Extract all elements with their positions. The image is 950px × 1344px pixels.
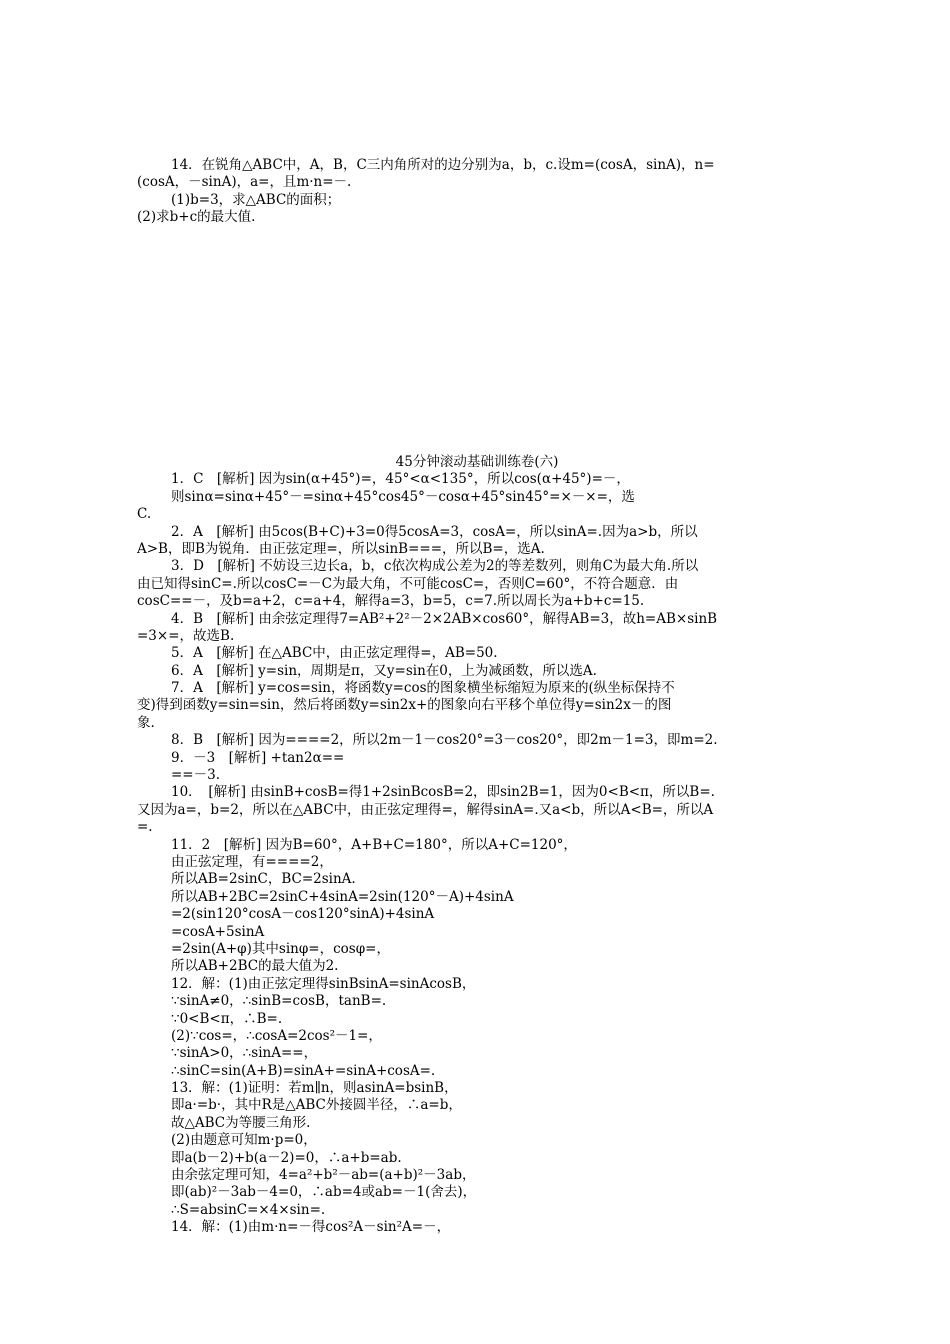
answer-line: ∵0<B<π，∴B=. bbox=[171, 1010, 283, 1027]
problem-line: (1)b=3，求△ABC的面积； bbox=[171, 191, 341, 208]
problem-line: (cosA，－sinA)，a=，且m·n=－. bbox=[137, 174, 352, 191]
answer-line: 11．2 [解析] 因为B=60°，A+B+C=180°，所以A+C=120°， bbox=[171, 836, 577, 853]
answer-line: 所以AB+2BC的最大值为2. bbox=[171, 958, 339, 975]
answer-line: 所以AB=2sinC，BC=2sinA. bbox=[171, 871, 356, 888]
answer-line: (2)由题意可知m·p=0， bbox=[171, 1132, 317, 1149]
answer-line: 4．B [解析] 由余弦定理得7=AB²+2²－2×2AB×cos60°，解得AB=3，故h=AB×sinB bbox=[171, 610, 718, 627]
problem-line: (2)求b+c的最大值. bbox=[137, 209, 256, 226]
answer-line: 13．解：(1)证明：若m∥n，则asinA=bsinB， bbox=[171, 1080, 458, 1097]
answer-line: 即a·=b·，其中R是△ABC外接圆半径，∴a=b， bbox=[171, 1097, 462, 1114]
answer-line: 3．D [解析] 不妨设三边长a，b，c依次构成公差为2的等差数列，则角C为最大角.所以 bbox=[171, 558, 699, 575]
answer-line: A>B，即B为锐角．由正弦定理=，所以sinB===，所以B=，选A. bbox=[137, 540, 545, 557]
answer-line: 1．C [解析] 因为sin(α+45°)=，45°<α<135°，所以cos(α+45°)=－， bbox=[171, 471, 630, 488]
answer-line: (2)∵cos=，∴cosA=2cos²－1=， bbox=[171, 1027, 382, 1044]
answer-line: 又因为a=，b=2，所以在△ABC中，由正弦定理得=，解得sinA=.又a<b，所以A<B=，所以A bbox=[137, 801, 714, 818]
answer-line: =2sin(A+φ)其中sinφ=，cosφ=， bbox=[171, 940, 390, 957]
answer-line: 10． [解析] 由sinB+cosB=得1+2sinBcosB=2，即sin2B=1，因为0<B<π，所以B=. bbox=[171, 784, 715, 801]
answer-line: 即a(b－2)+b(a－2)=0，∴a+b=ab. bbox=[171, 1149, 402, 1166]
problem-line: 14．在锐角△ABC中，A，B，C三内角所对的边分别为a，b，c.设m=(cosA，sinA)，n= bbox=[171, 157, 715, 173]
answer-line: ∴sinC=sin(A+B)=sinA+=sinA+cosA=. bbox=[171, 1062, 436, 1079]
answer-line: 即(ab)²－3ab－4=0，∴ab=4或ab=－1(舍去)， bbox=[171, 1184, 477, 1201]
section-title: 45分钟滚动基础训练卷(六) bbox=[395, 454, 559, 470]
answer-line: 7．A [解析] y=cos=sin，将函数y=cos的图象横坐标缩短为原来的(纵坐标保持不 bbox=[171, 680, 675, 697]
answer-line: C. bbox=[137, 506, 152, 523]
answer-line: 14．解：(1)由m·n=－得cos²A－sin²A=－， bbox=[171, 1219, 451, 1236]
answer-line: 变)得到函数y=sin=sin，然后将函数y=sin2x+的图象向右平移个单位得y=sin2x－的图 bbox=[137, 697, 672, 714]
answer-line: 12．解：(1)由正弦定理得sinBsinA=sinAcosB， bbox=[171, 975, 476, 992]
answer-line: 2．A [解析] 由5cos(B+C)+3=0得5cosA=3，cosA=，所以sinA=.因为a>b，所以 bbox=[171, 523, 698, 540]
answer-line: 9．－3 [解析] +tan2α== bbox=[171, 749, 345, 766]
answer-section bbox=[137, 454, 817, 1237]
answer-line: =cosA+5sinA bbox=[171, 923, 265, 940]
answer-line: 则sinα=sinα+45°－=sinα+45°cos45°－cosα+45°sin45°=×－×=，选 bbox=[171, 488, 635, 505]
answer-line: 故△ABC为等腰三角形. bbox=[171, 1114, 311, 1131]
answer-line: =2(sin120°cosA－cos120°sinA)+4sinA bbox=[171, 906, 435, 923]
answer-line: 象. bbox=[137, 714, 155, 731]
answer-line: 由余弦定理可知，4=a²+b²－ab=(a+b)²－3ab， bbox=[171, 1167, 476, 1184]
problem-14 bbox=[137, 157, 817, 227]
answer-line: ∴S=absinC=×4×sin=. bbox=[171, 1201, 326, 1218]
answer-line: 由正弦定理，有====2， bbox=[171, 853, 333, 870]
answer-line: ∵sinA>0，∴sinA==， bbox=[171, 1045, 318, 1062]
answer-line: 由已知得sinC=.所以cosC=－C为最大角，不可能cosC=，否则C=60°，不符合题意．由 bbox=[137, 575, 679, 592]
answer-line: =3×=，故选B. bbox=[137, 627, 235, 644]
answer-line: cosC==－，及b=a+2，c=a+4，解得a=3，b=5，c=7.所以周长为a+b+c=15. bbox=[137, 593, 645, 610]
answer-line: 6．A [解析] y=sin，周期是π，又y=sin在0，上为减函数，所以选A. bbox=[171, 662, 597, 679]
answer-line: =. bbox=[137, 819, 153, 836]
answer-line: 8．B [解析] 因为====2，所以2m－1－cos20°=3－cos20°，即2m－1=3，即m=2. bbox=[171, 732, 718, 749]
answer-line: 5．A [解析] 在△ABC中，由正弦定理得=，AB=50. bbox=[171, 645, 498, 662]
answer-line: ==－3. bbox=[171, 767, 221, 784]
answer-line: ∵sinA≠0，∴sinB=cosB，tanB=. bbox=[171, 993, 387, 1010]
answer-line: 所以AB+2BC=2sinC+4sinA=2sin(120°－A)+4sinA bbox=[171, 888, 514, 905]
